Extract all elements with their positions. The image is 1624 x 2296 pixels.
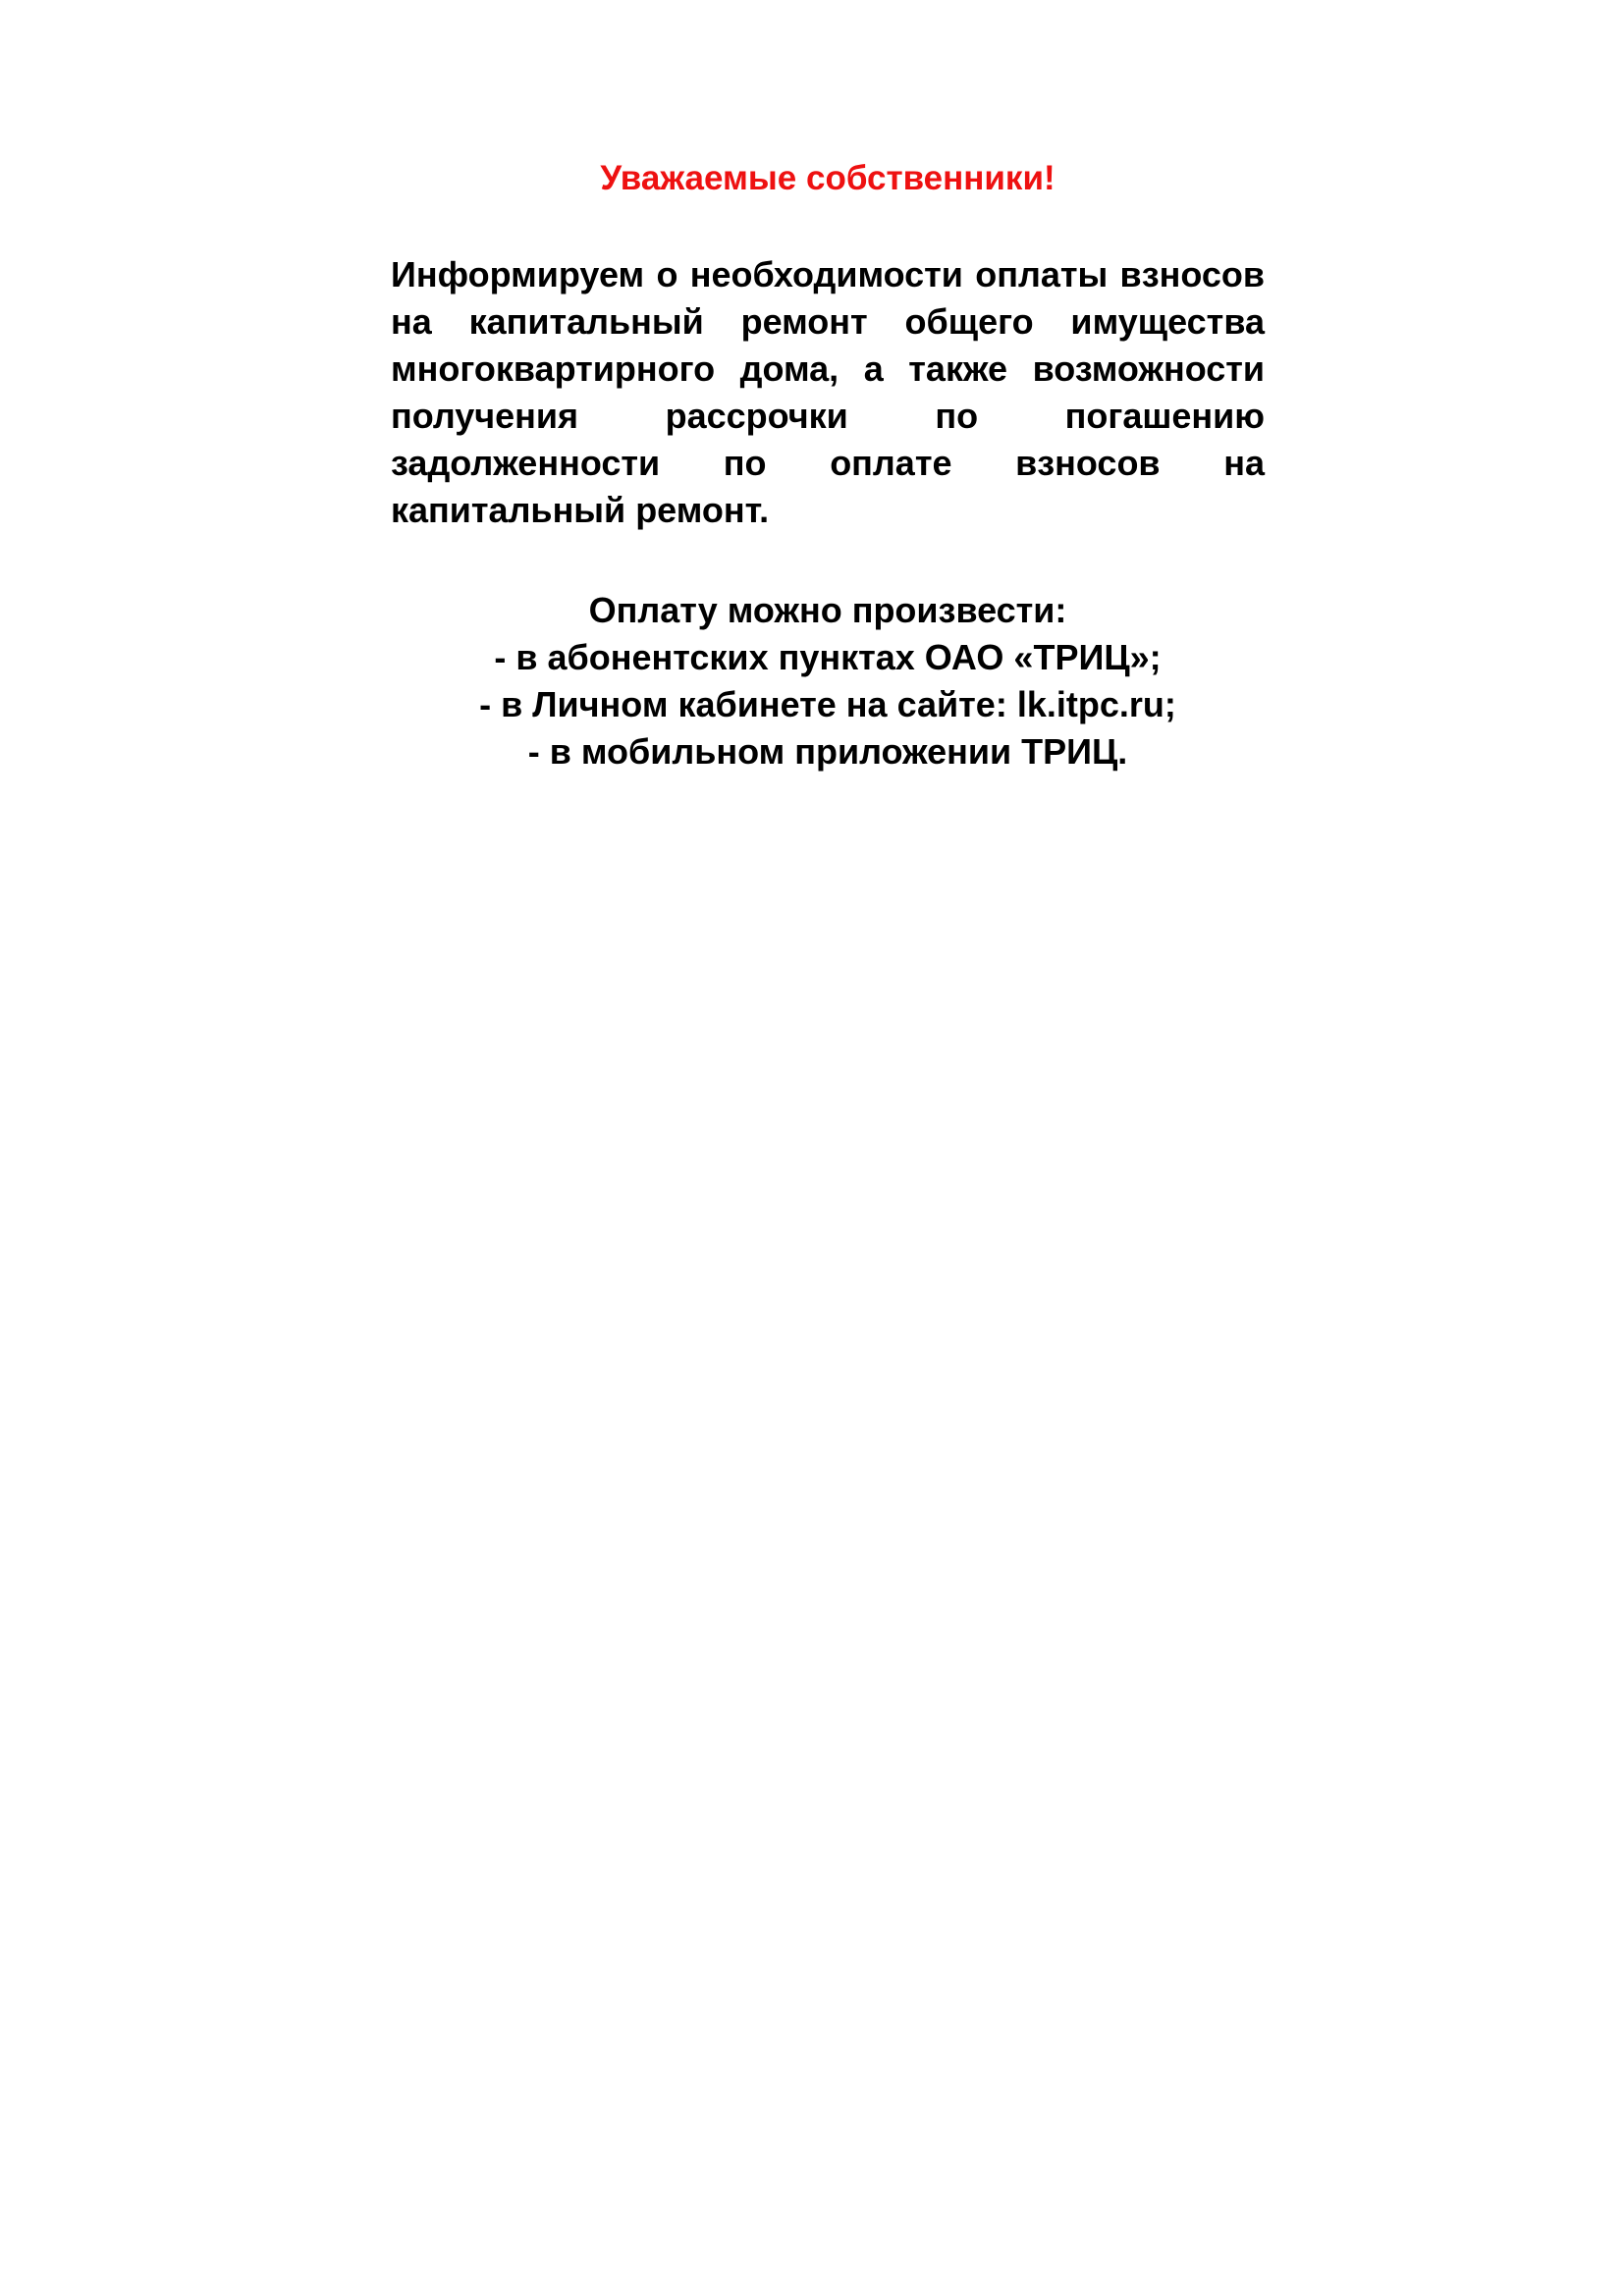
payment-intro: Оплату можно произвести: [588, 590, 1067, 630]
payment-options [391, 587, 1265, 775]
payment-option-subscriber-points: - в абонентских пунктах ОАО «ТРИЦ»; [494, 637, 1162, 677]
notice-heading: Уважаемые собственники! [600, 159, 1056, 197]
payment-option-personal-account: - в Личном кабинете на сайте: lk.itpc.ru; [479, 684, 1176, 724]
notice-block [391, 157, 1265, 775]
notice-body-paragraph: Информируем о необходимости оплаты взносов на капитальный ремонт общего имущества многоквартирного дома, а также возможности получения рассрочки по погашению задолженности по оплате взносов на капитальный ремонт. [391, 254, 1265, 530]
payment-option-mobile-app: - в мобильном приложении ТРИЦ. [527, 731, 1128, 772]
